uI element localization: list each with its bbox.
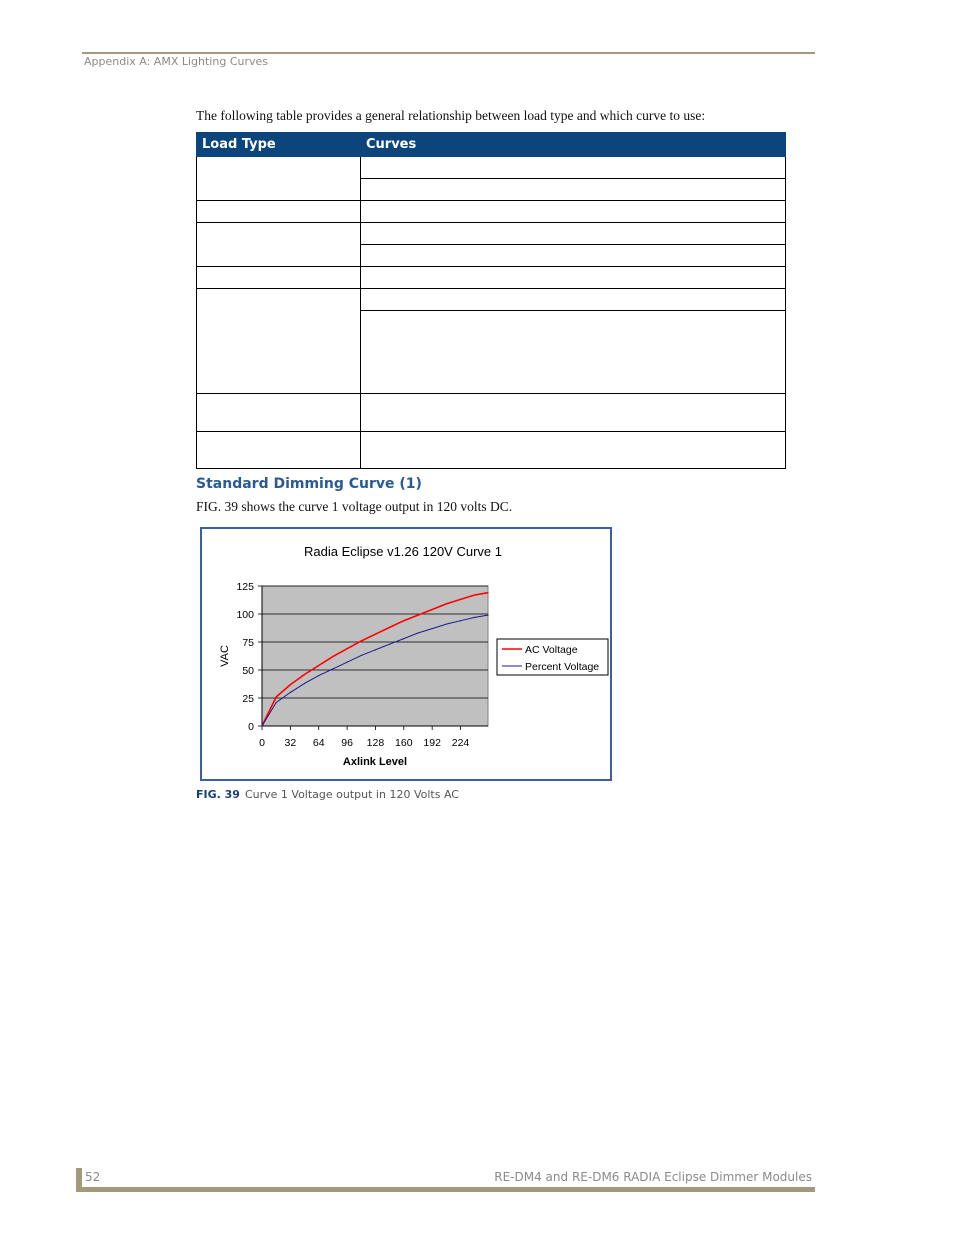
data-point — [474, 594, 475, 595]
x-tick-label: 0 — [259, 737, 265, 749]
table-cell — [197, 394, 361, 432]
y-tick-label: 125 — [236, 581, 254, 593]
data-point — [318, 675, 319, 676]
data-point — [389, 644, 390, 645]
table-row — [197, 394, 786, 432]
data-point — [460, 599, 461, 600]
x-tick-label: 224 — [451, 737, 470, 749]
figure-number: FIG. 39 — [196, 788, 240, 801]
table-cell — [361, 394, 786, 432]
y-axis-label: VAC — [219, 645, 231, 667]
table-row — [197, 157, 786, 179]
y-tick-label: 25 — [242, 693, 254, 705]
table-cell — [361, 179, 786, 201]
data-point — [432, 628, 433, 629]
data-point — [346, 662, 347, 663]
data-point — [346, 648, 347, 649]
data-point — [446, 623, 447, 624]
y-tick-label: 75 — [242, 637, 254, 649]
data-point — [332, 656, 333, 657]
chart-frame — [200, 527, 612, 781]
data-point — [276, 696, 277, 697]
legend-label: Percent Voltage — [525, 661, 600, 673]
data-point — [318, 665, 319, 666]
y-tick-label: 50 — [242, 665, 254, 677]
plot-area — [262, 586, 488, 726]
load-type-table — [196, 132, 786, 469]
table-row — [197, 223, 786, 245]
data-point — [290, 684, 291, 685]
header-load-type: Load Type — [197, 133, 361, 157]
x-tick-label: 128 — [366, 737, 385, 749]
data-point — [487, 615, 488, 616]
table-row — [197, 289, 786, 311]
header-curves: Curves — [361, 133, 786, 157]
table-cell — [361, 289, 786, 311]
data-point — [446, 603, 447, 604]
data-point — [304, 674, 305, 675]
data-point — [417, 615, 418, 616]
data-point — [375, 634, 376, 635]
running-header: Appendix A: AMX Lighting Curves — [84, 55, 268, 68]
data-point — [487, 592, 488, 593]
table-row — [197, 201, 786, 223]
data-point — [403, 620, 404, 621]
data-point — [261, 725, 262, 726]
x-tick-label: 160 — [395, 737, 413, 749]
data-point — [361, 655, 362, 656]
page-number: 52 — [85, 1170, 101, 1184]
legend-label: AC Voltage — [525, 644, 578, 656]
table-cell — [361, 267, 786, 289]
header-rule — [82, 52, 815, 54]
table-row — [197, 267, 786, 289]
data-point — [375, 649, 376, 650]
table-cell — [361, 311, 786, 394]
figure-caption — [196, 788, 459, 801]
x-axis-label: Axlink Level — [342, 756, 408, 768]
figure-caption-text: Curve 1 Voltage output in 120 Volts AC — [244, 788, 459, 801]
table-cell — [197, 432, 361, 469]
data-point — [361, 640, 362, 641]
x-tick-label: 96 — [341, 737, 353, 749]
section-paragraph: FIG. 39 shows the curve 1 voltage output in 120 volts DC. — [196, 499, 513, 514]
footer-rule — [76, 1187, 815, 1192]
y-tick-label: 100 — [236, 609, 254, 621]
table-cell — [197, 223, 361, 267]
line-chart — [202, 529, 610, 779]
data-point — [417, 632, 418, 633]
table-cell — [197, 157, 361, 201]
x-tick-label: 32 — [284, 737, 297, 749]
table-cell — [361, 245, 786, 267]
data-point — [389, 627, 390, 628]
data-point — [432, 609, 433, 610]
data-point — [332, 668, 333, 669]
intro-paragraph: The following table provides a general relationship between load type and which curve to use: — [196, 108, 706, 123]
table-cell — [197, 201, 361, 223]
table-row — [197, 432, 786, 469]
table-cell — [361, 432, 786, 469]
x-tick-label: 192 — [423, 737, 441, 749]
data-point — [460, 620, 461, 621]
data-point — [403, 638, 404, 639]
y-tick-label: 0 — [248, 721, 254, 733]
footer-doc-title: RE-DM4 and RE-DM6 RADIA Eclipse Dimmer Modules — [494, 1170, 812, 1184]
table-cell — [197, 267, 361, 289]
table-cell — [361, 201, 786, 223]
data-point — [474, 617, 475, 618]
table-cell — [361, 223, 786, 245]
x-tick-label: 64 — [312, 737, 325, 749]
data-point — [290, 692, 291, 693]
table-header-row — [197, 133, 786, 157]
data-point — [276, 702, 277, 703]
table-cell — [361, 157, 786, 179]
data-point — [304, 683, 305, 684]
section-heading: Standard Dimming Curve (1) — [196, 476, 422, 492]
chart-title: Radia Eclipse v1.26 120V Curve 1 — [303, 544, 503, 559]
table-cell — [197, 289, 361, 394]
